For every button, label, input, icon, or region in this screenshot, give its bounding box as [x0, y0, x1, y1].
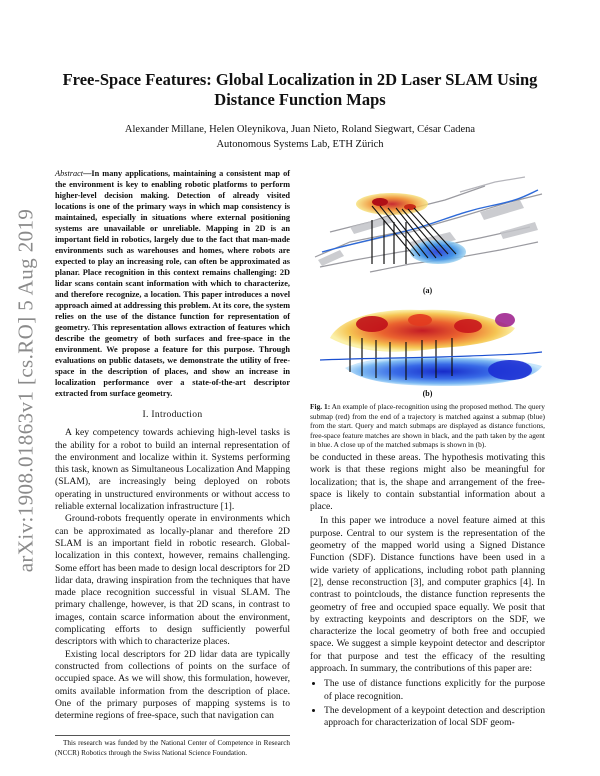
left-column [55, 168, 290, 722]
footnote: This research was funded by the National Center of Competence in Research (NCCR) Robotics through the Swiss National Science Foundation. [55, 735, 290, 758]
figure-1-caption [310, 402, 545, 450]
figure-1a-label: (a) [422, 286, 433, 295]
paper-title: Free-Space Features: Global Localization in 2D Laser SLAM Using Distance Function Maps [62, 70, 538, 109]
abstract-label: Abstract [55, 169, 84, 178]
figure-1b-label: (b) [422, 389, 433, 398]
arxiv-stamp: arXiv:1908.01863v1 [cs.RO] 5 Aug 2019 [13, 208, 38, 572]
contribution-item: • The development of a keypoint detection and description approach for characterization of local SDF geom- [324, 705, 545, 730]
abstract-text: —In many applications, maintaining a consistent map of the environment is key to enabling robotic platforms to perform higher-level decision making. Detection of already visited locations is one of the primary ways in which map consistency is maintained, especially in situations where external positioning systems are unavailable or unreliable. Mapping in 2D is an important field in robotics, largely due to the fact that man-made environments such as warehouses and homes, where robots are expected to play an increasing role, can often be approximated as planar. Place recognition in this context remains challenging: 2D lidar scans contain scant information with which to characterize, and therefore recognize, a location. This paper introduces a novel approach aimed at addressing this problem. At its core, the system relies on the use of the distance function for representation of geometry. This representation allows extraction of features which describe the geometry of both surfaces and free-space in the environment. We propose a feature for this purpose. Through evaluations on public datasets, we demonstrate the utility of free-space in the description of places, and show an increase in localization performance over a state-of-the-art descriptor extracted from surface geometry. [55, 169, 290, 398]
authors: Alexander Millane, Helen Oleynikova, Juan Nieto, Roland Siegwart, César Cadena [124, 124, 476, 135]
intro-paragraph-2: Ground-robots frequently operate in environments which can be approximated as locally-planar and therefore 2D SLAM is an important field in robotic research. Global-localization in this context, however, remains challenging. Some effort has been made to design local descriptors for 2D lidar data, drawing inspiration from the techniques that have made place recognition successful in visual SLAM. The primary challenge, however, is that 2D scans, in contrast to images, contain scarce information about the environment, complicating efforts to design sufficiently powerful descriptors with which to characterize places. [55, 513, 290, 648]
figure-1b-closeup [310, 298, 545, 388]
contribution-item: • The use of distance functions explicitly for the purpose of place recognition. [324, 678, 545, 703]
abstract [55, 168, 290, 399]
intro-paragraph-1: A key competency towards achieving high-level tasks is the ability for a robot to build an internal representation of the environment and localize within it. Systems performing this task, known as Simultaneous Localization And Mapping (SLAM), are increasingly being deployed on robots operating in unstructured environments or without access to reliable external localization infrastructure [1]. [55, 427, 290, 513]
affiliation: Autonomous Systems Lab, ETH Zürich [216, 139, 384, 150]
right-paragraph-2: In this paper we introduce a novel feature aimed at this purpose. Central to our system is the representation of the geometry of the mapped world using a Signed Distance Function (SDF). Distance functions have been used in a wide variety of applications, including robot path planning [2], dense reconstruction [3], and computer graphics [4]. In contrast to pointclouds, the distance function represents the geometry of free and occupied space equally. We posit that by extracting keypoints and descriptors on the SDF, we characterize the local geometry of both free and occupied space. We suggest a simple keypoint detector and descriptor for that purpose and test the efficacy of the resulting approach. In summary, the contributions of this paper are: [310, 515, 545, 675]
figure-1a-map [310, 172, 545, 284]
caption-text: An example of place-recognition using the proposed method. The query submap (red) from the end of a trajectory is matched against a submap (blue) from the start. Query and match submaps are displayed as distance functions, free-space feature matches are shown in black, and the path taken by the agent in blue. A close up of the matched submaps is shown in (b). [310, 402, 545, 450]
intro-paragraph-3: Existing local descriptors for 2D lidar data are typically constructed from collections of points on the surface of occupied space. As we will show, this formulation, however, omits available information from the description of place. One of the primary purposes of mapping systems is to determine regions of free-space, such that navigation can [55, 648, 290, 722]
section-heading-introduction: I. Introduction [142, 409, 203, 420]
caption-label: Fig. 1: [310, 402, 331, 411]
author-block [55, 122, 545, 152]
contributions-list [310, 678, 545, 729]
right-column [310, 452, 545, 732]
right-paragraph-1: be conducted in these areas. The hypothesis motivating this work is that these regions might also be meaningful for localization; that is, the shape and arrangement of the free-space is likely to contain substantial information about a place. [310, 452, 545, 513]
